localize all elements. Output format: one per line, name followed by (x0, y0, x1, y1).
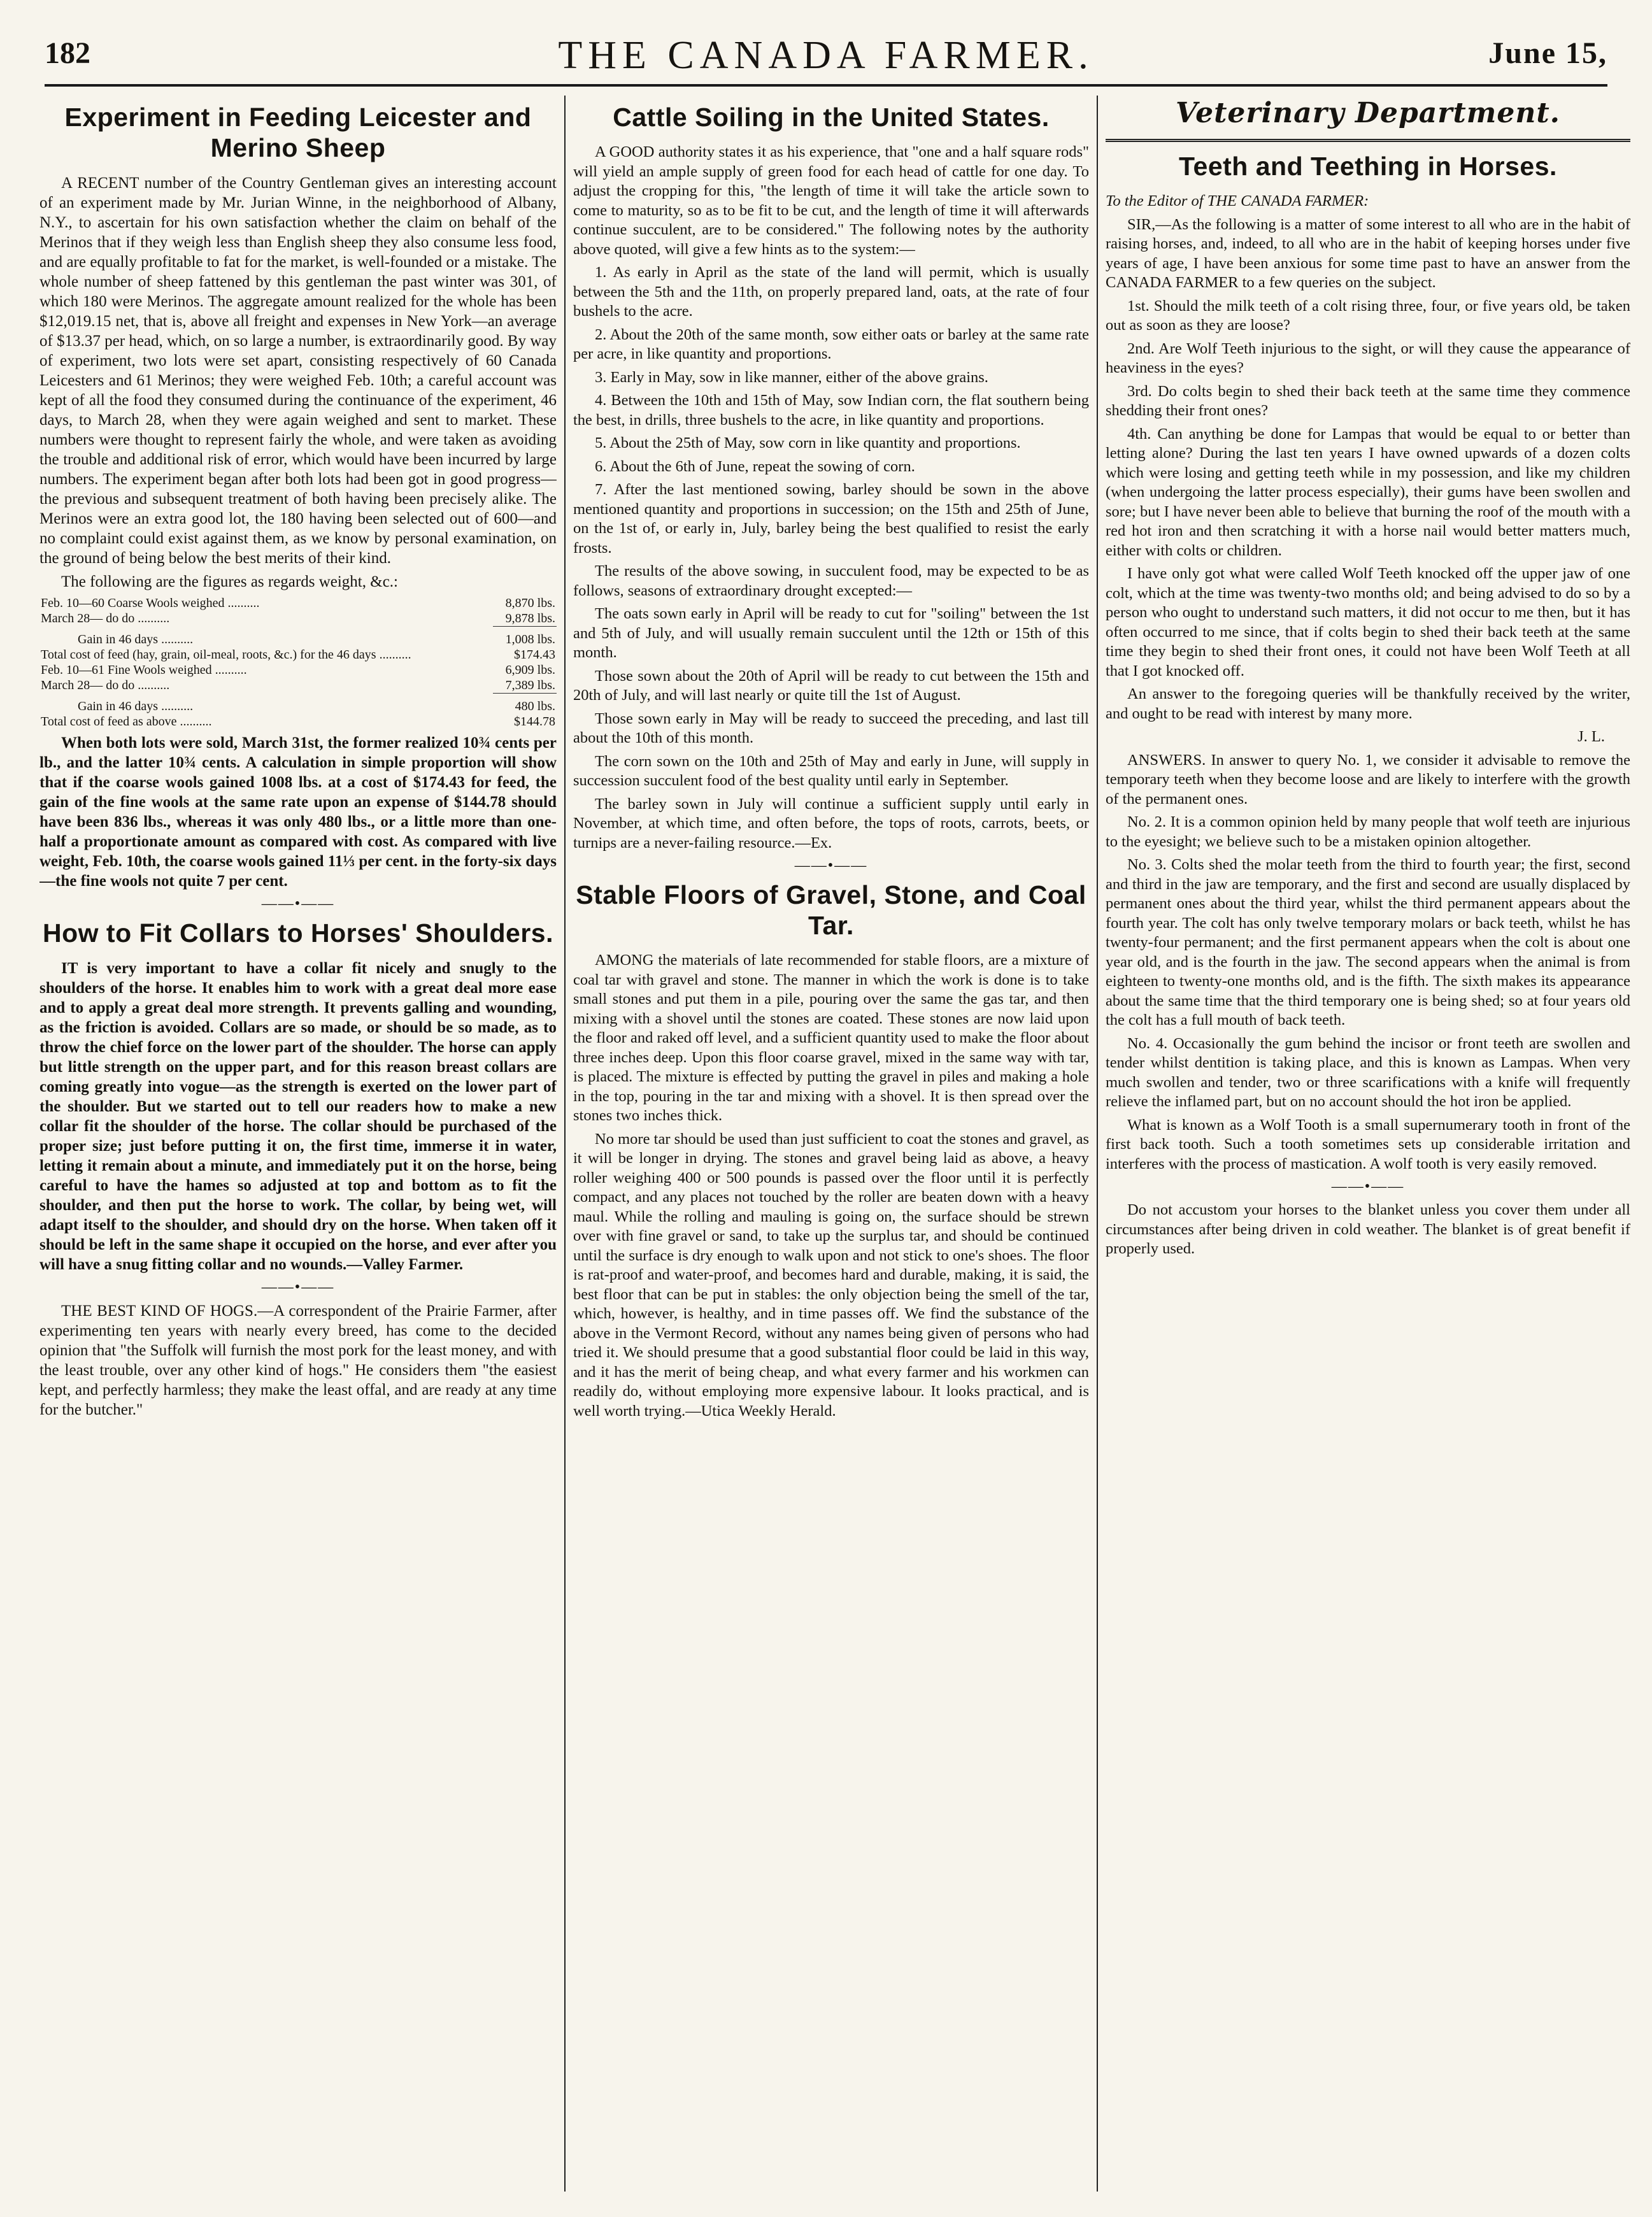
article-best-hogs (39, 1301, 557, 1420)
column-2 (573, 96, 1089, 2204)
article-horse-teeth (1106, 151, 1630, 1174)
list-item: The results of the above sowing, in succulent food, may be expected to be as follows, seasons of extraordinary drought excepted:— (573, 562, 1089, 599)
section-title: Veterinary Department. (1176, 97, 1560, 129)
page-number: 182 (45, 36, 90, 70)
figure-row: Total cost of feed as above .......... $144.78 (41, 715, 555, 729)
figure-row: Feb. 10—61 Fine Wools weighed .......... 6,909 lbs. (41, 663, 555, 677)
list-item: 1. As early in April as the state of the land will permit, which is usually between the 5th and the 11th, on properly prepared land, oats, at the rate of four bushels to the acre. (573, 264, 1089, 320)
article-blanket-note (1106, 1201, 1630, 1259)
article-paragraph: A GOOD authority states it as his experience, that "one and a half square rods" will yield an ample supply of green food for each head of cattle for one day. To adjust the cropping for this, "the length of time it will take the article sown to come to maturity, so as to be fit to be cut, and the length of time it will afterwards continue succulent, are to be considered." The following notes by the authority above quoted, will give a few hints as to the system:— (573, 143, 1089, 258)
ornamental-separator: ——•—— (261, 1279, 335, 1295)
answer-paragraph: No. 3. Colts shed the molar teeth from the third to fourth year; the first, second and third in the jaw are temporary, and the first and second are usually displaced by permanent ones about the third year, whilst the third permanent appears about the fourth year. The colt has only twelve temporary molars or back teeth, whilst he has twenty-four permanent; and the first permanent appears when the colt is about one year old, and is the fourth in the jaw. The second appears when the animal is from eighteen to twenty-one months old, and is the fifth. The sixth makes its appearance about the same time that the third temporary one is being shed; so at four years old the colt has a full mouth of back teeth. (1106, 856, 1630, 1029)
list-item: 4. Between the 10th and 15th of May, sow Indian corn, the flat southern being the best, in drills, three bushels to the acre, in like quantity and proportions. (573, 392, 1089, 429)
newspaper-title: THE CANADA FARMER. (558, 34, 1094, 77)
article-paragraph: 4th. Can anything be done for Lampas that would be equal to or better than letting alone? During the last ten years I have owned upwards of a dozen colts which were losing and getting teeth while in my possession, and like my children (when undergoing the latter process especially), their gums have been swollen and sore; but I have never been able to believe that burning the roof of the mouth with a red hot iron and then scratching it with a horse nail would better matters much, either with colts or children. (1106, 425, 1630, 559)
article-title: How to Fit Collars to Horses' Shoulders. (42, 918, 553, 948)
figure-row: Feb. 10—60 Coarse Wools weighed .......... 8,870 lbs. (41, 596, 555, 610)
list-item: 5. About the 25th of May, sow corn in like quantity and proportions. (595, 434, 1021, 452)
article-paragraph: IT is very important to have a collar fit nicely and snugly to the shoulders of the horse. It enables him to work with a great deal more ease and to apply a great deal more strength. It prevents galling and wounding, as the friction is avoided. Collars are so made, or should be so made, as to throw the chief force on the lower part of the shoulder. The horse can apply but little strength on the upper part, and for this reason breast collars are coming greatly into vogue—as the strength is exerted on the lower part of the shoulder. But we started out to tell our readers how to make a new collar fit the shoulder of the horse. The collar should be purchased of the proper size; just before putting it on, the first time, immerse it in water, letting it remain about a minute, and immediately put it on the horse, being careful to have the hames so adjusted at top and bottom as to fit the shoulder, and then put the horse to work. The collar, by being wet, will adapt itself to the shoulder, and should dry on the horse. When taken off it should be left in the same shape it occupied on the horse, and ever after you will have a snug fitting collar and no wounds.—Valley Farmer. (39, 960, 557, 1273)
article-paragraph: AMONG the materials of late recommended for stable floors, are a mixture of coal tar with gravel and stone. The manner in which the work is done is to take small stones and put them in a pile, pouring over the same the gas tar, and then mixing with a shovel until the stones are coated. These stones are now laid upon the floor and raked off level, and a sufficient quantity used to make the floor about three inches deep. Upon this floor coarse gravel, mixed in the same way with tar, is placed. The mixture is effected by putting the gravel in piles and making a hole in the top, pouring in the tar and mixing with a shovel. It is then spread over the stones two inches thick. (573, 952, 1089, 1124)
article-title: Experiment in Feeding Leicester and Merino Sheep (64, 103, 532, 162)
list-item: The barley sown in July will continue a sufficient supply until early in November, at which time, and often before, the tops of roots, carrots, beets, or turnips are a never-failing resource.—Ex. (573, 795, 1089, 852)
column-rule (1097, 96, 1098, 2192)
double-rule (1106, 139, 1630, 142)
figure-row: March 28— do do .......... 7,389 lbs. (41, 678, 555, 692)
list-item: The corn sown on the 10th and 25th of May and early in June, will supply in succession succulent food of the best quality until early in September. (573, 752, 1089, 789)
article-paragraph: SIR,—As the following is a matter of some interest to all who are in the habit of raising horses, and, indeed, to all who are in the habit of keeping horses under five years of age, I have been anxious for some time past to have an answer from the CANADA FARMER to a few queries on the subject. (1106, 215, 1630, 291)
article-paragraph: I have only got what were called Wolf Teeth knocked off the upper jaw of one colt, which at the time was twenty-two months old; and being advised to do so by a person who ought to understand such matters, it did not occur to me then, but it has often occurred to me since, that if colts begin to shed their back teeth at the same time they begin to shed their front ones, it could not have been Wolf Teeth at all that I got knocked off. (1106, 565, 1630, 680)
weight-figures-table (39, 595, 557, 729)
figure-row: Gain in 46 days .......... 480 lbs. (39, 694, 557, 715)
article-stable-floors (573, 880, 1089, 1421)
list-item: Those sown about the 20th of April will be ready to cut between the 15th and 20th of July, and will last nearly or quite till the 1st of August. (573, 667, 1089, 704)
article-paragraph: 3rd. Do colts begin to shed their back teeth at the same time they commence shedding their front ones? (1106, 382, 1630, 419)
masthead (45, 27, 1607, 87)
article-paragraph: Do not accustom your horses to the blanket unless you cover them under all circumstances after being driven in cold weather. The blanket is of great benefit if properly used. (1106, 1201, 1630, 1257)
article-title: Stable Floors of Gravel, Stone, and Coal Tar. (576, 880, 1086, 940)
signature: J. L. (1577, 728, 1605, 745)
article-title: Cattle Soiling in the United States. (613, 103, 1050, 132)
ornamental-separator: ——•—— (1331, 1178, 1405, 1195)
column-1 (39, 96, 557, 2204)
article-paragraph: When both lots were sold, March 31st, the former realized 10¾ cents per lb., and the latter 10¾ cents. A calculation in simple proportion will show that if the coarse wools gained 1008 lbs. at a cost of $174.43 for feed, the gain of the fine wools at the same rate upon an expense of $144.78 should have been 836 lbs., whereas it was only 480 lbs., or a little more than one-half a proportionate amount as compared with cost. As compared with live weight, Feb. 10th, the coarse wools gained 11⅓ per cent. in the forty-six days—the fine wools not quite 7 per cent. (39, 734, 557, 890)
figure-row: Total cost of feed (hay, grain, oil-meal, roots, &c.) for the 46 days .......... $174.43 (41, 648, 555, 662)
ornamental-separator: ——•—— (261, 895, 335, 912)
article-paragraph: A RECENT number of the Country Gentleman gives an interesting account of an experiment made by Mr. Jurian Winne, in the neighborhood of Albany, N.Y., to ascertain for his own satisfaction whether the claim on behalf of the Merinos that if they weigh less than English sheep they also consume less food, and are equally profitable to fat for the market, is well-founded or a mistake. The whole number of sheep fattened by this gentleman the past winter was 301, of which 180 were Merinos. The aggregate amount realized for the whole has been $12,019.15 net, that is, above all freight and expenses in New York—an average of $13.37 per head, which, on so large a number, is extraordinarily good. By way of experiment, two lots were set apart, consisting respectively of 60 Canada Leicesters and 61 Merinos; they were weighed Feb. 10th; a careful account was kept of all the food they consumed during the continuance of the experiment, 46 days, to March 28, when they were again weighed and sent to market. These numbers were thought to represent fairly the whole, and were taken as avoiding the trouble and additional risk of error, which would have been incurred by large numbers. The experiment began after both lots had been got in good progress—the previous and subsequent treatment of both having been precisely alike. The Merinos were an extra good lot, the 180 having been selected out of 600—and no complaint could exist against them, as we know by personal examination, on the ground of being below the best merits of their kind. (39, 175, 557, 567)
article-horse-collars (39, 918, 557, 1274)
article-paragraph: The following are the figures as regards weight, &c.: (61, 573, 398, 590)
list-item: The oats sown early in April will be ready to cut for "soiling" between the 1st and 5th of July, and will usually remain succulent until the 12th or 15th of this month. (573, 605, 1089, 661)
article-cattle-soiling (573, 102, 1089, 853)
article-sheep-experiment (39, 102, 557, 891)
article-paragraph: No more tar should be used than just sufficient to coat the stones and gravel, as it will be longer in drying. The stones and gravel being laid as above, a heavy roller weighing 400 or 500 pounds is passed over the floor until it is perfectly compact, and any places not touched by the roller are beaten down with a heavy maul. While the rolling and mauling is going on, the surface should be strewn over with fine gravel or sand, to take up the surplus tar, and should be continued until the surface is dry enough to walk upon and not stick to one's shoes. The floor is rat-proof and water-proof, and becomes hard and durable, making, it is said, the best floor that can be put in stables: the only objection being the smell of the tar, which, however, is healthy, and in time passes off. We find the substance of the above in the Vermont Record, without any names being given of persons who had tried it. We should presume that a good substantial floor could be laid in this way, and it has the merit of being cheap, and what every farmer and his workmen can readily do, without employing more expensive labour. It looks practical, and is well worth trying.—Utica Weekly Herald. (573, 1130, 1089, 1420)
article-paragraph: An answer to the foregoing queries will be thankfully received by the writer, and ought to be read with interest by many more. (1106, 685, 1630, 722)
article-paragraph: THE BEST KIND OF HOGS.—A correspondent of the Prairie Farmer, after experimenting ten years with nearly every breed, has come to the decided opinion that "the Suffolk will furnish the most pork for the least money, and with the least trouble, over any other kind of hogs." He considers them "the easiest kept, and perfectly harmless; they make the least offal, and are ready at any time for the butcher." (39, 1302, 557, 1418)
list-item: 3. Early in May, sow in like manner, either of the above grains. (595, 368, 988, 386)
column-rule (564, 96, 566, 2192)
answer-paragraph: No. 2. It is a common opinion held by many people that wolf teeth are injurious to the eyesight; we believe such to be a mistaken opinion altogether. (1106, 813, 1630, 850)
article-paragraph: 1st. Should the milk teeth of a colt rising three, four, or five years old, be taken out as soon as they are loose? (1106, 297, 1630, 334)
ornamental-separator: ——•—— (794, 857, 868, 874)
article-paragraph: 2nd. Are Wolf Teeth injurious to the sight, or will they cause the appearance of heaviness in the eyes? (1106, 339, 1630, 376)
answer-paragraph: What is known as a Wolf Tooth is a small supernumerary tooth in front of the first back tooth. Such a tooth sometimes sets up considerable irritation and interferes with the process of mastication. A wolf tooth is very easily removed. (1106, 1116, 1630, 1173)
article-title: Teeth and Teething in Horses. (1179, 152, 1557, 181)
column-3 (1106, 96, 1630, 2204)
answer-paragraph: ANSWERS. In answer to query No. 1, we consider it advisable to remove the temporary teeth when they become loose and are likely to interfere with the growth of the permanent ones. (1106, 751, 1630, 808)
list-item: 2. About the 20th of the same month, sow either oats or barley at the same rate per acre, in like quantity and proportions. (573, 325, 1089, 362)
list-item: 7. After the last mentioned sowing, barley should be sown in the above mentioned quantity and proportions in succession; on the 15th and 25th of June, on the 1st of, or early in, July, barley being the best qualified to resist the early frosts. (573, 481, 1089, 557)
answer-paragraph: No. 4. Occasionally the gum behind the incisor or front teeth are swollen and tender whilst dentition is taking place, and this is known as Lampas. When very much swollen and tender, two or three scarifications with a knife will frequently relieve the inflamed part, but on no account should the hot iron be applied. (1106, 1034, 1630, 1110)
list-item: Those sown early in May will be ready to succeed the preceding, and last till about the 10th of this month. (573, 709, 1089, 746)
figure-row: Gain in 46 days .......... 1,008 lbs. (39, 627, 557, 648)
figure-row: March 28— do do .......... 9,878 lbs. (41, 611, 555, 625)
list-item: 6. About the 6th of June, repeat the sowing of corn. (595, 457, 915, 475)
issue-date: June 15, (1488, 36, 1607, 70)
salutation: To the Editor of THE CANADA FARMER: (1106, 192, 1369, 210)
